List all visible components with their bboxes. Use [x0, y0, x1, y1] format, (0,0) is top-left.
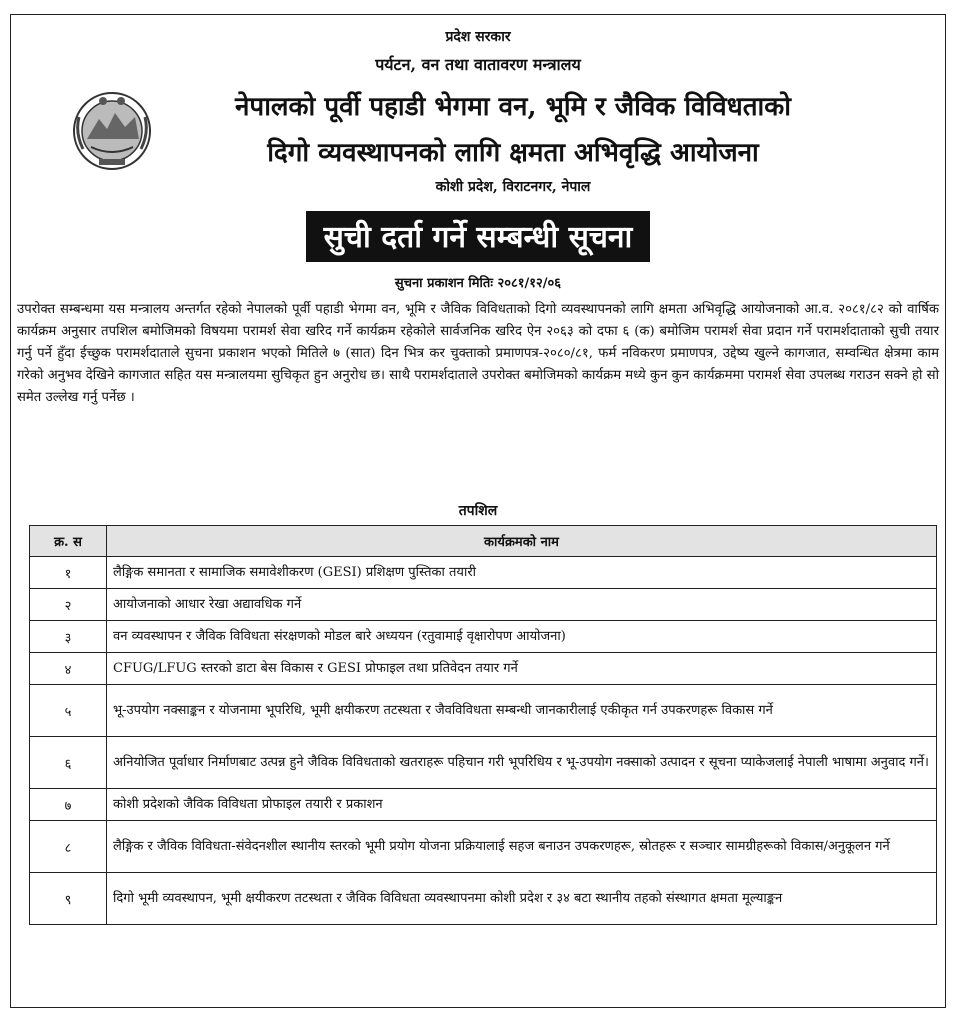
table-row: [30, 621, 937, 653]
notice-page: [10, 14, 946, 1008]
row-sn: ४: [30, 653, 107, 685]
table-row: [30, 685, 937, 737]
row-program-name: CFUG/LFUG स्तरको डाटा बेस विकास र GESI प्रोफाइल तथा प्रतिवेदन तयार गर्ने: [107, 653, 937, 685]
table-row: [30, 589, 937, 621]
publication-date: सुचना प्रकाशन मितिः २०८१/१२/०६: [394, 276, 562, 291]
row-program-name: लैङ्गिक र जैविक विविधता-संवेदनशील स्थानीय स्तरको भूमी प्रयोग योजना प्रक्रियालाई सहज बनाउन उपकरणहरू, स्रोतहरू र सञ्चार सामग्रीहरूको विकास/अनुकूलन गर्ने: [107, 821, 937, 873]
table-header-row: [30, 526, 937, 557]
row-sn: ५: [30, 685, 107, 737]
row-sn: २: [30, 589, 107, 621]
notice-header: [11, 15, 945, 291]
row-program-name: दिगो भूमी व्यवस्थापन, भूमी क्षयीकरण तटस्थता र जैविक विविधता व्यवस्थापनमा कोशी प्रदेश र ३४ बटा स्थानीय तहको संस्थागत क्षमता मूल्याङ्कन: [107, 873, 937, 925]
row-sn: ९: [30, 873, 107, 925]
ministry-line: पर्यटन, वन तथा वातावरण मन्त्रालय: [375, 55, 581, 74]
row-program-name: लैङ्गिक समानता र सामाजिक समावेशीकरण (GESI) प्रशिक्षण पुस्तिका तयारी: [107, 557, 937, 589]
row-program-name: भू-उपयोग नक्साङ्कन र योजनामा भूपरिधि, भूमी क्षयीकरण तटस्थता र जैवविविधता सम्बन्धी जानकारीलाई एकीकृत गर्न उपकरणहरू विकास गर्ने: [107, 685, 937, 737]
table-row: [30, 737, 937, 789]
header-program-name: कार्यक्रमको नाम: [107, 526, 937, 557]
project-title-line2: दिगो व्यवस्थापनको लागि क्षमता अभिवृद्धि आयोजना: [267, 138, 759, 168]
address-line: कोशी प्रदेश, विराटनगर, नेपाल: [435, 179, 591, 195]
row-sn: ८: [30, 821, 107, 873]
row-sn: १: [30, 557, 107, 589]
table-caption: तपशिल: [458, 503, 498, 519]
table-row: [30, 821, 937, 873]
table-row: [30, 653, 937, 685]
project-title-line1: नेपालको पूर्वी पहाडी भेगमा वन, भूमि र जैविक विविधताको: [235, 92, 791, 122]
row-sn: ६: [30, 737, 107, 789]
table-row: [30, 873, 937, 925]
row-program-name: वन व्यवस्थापन र जैविक विविधता संरक्षणको मोडल बारे अध्ययन (रतुवामाई वृक्षारोपण आयोजना): [107, 621, 937, 653]
notice-body-text: उपरोक्त सम्बन्धमा यस मन्त्रालय अन्तर्गत रहेको नेपालको पूर्वी पहाडी भेगमा वन, भूमि र जैविक विविधताको दिगो व्यवस्थापनको लागि क्षमता अभिवृद्धि आयोजनाको आ.व. २०८१/८२ को वार्षिक कार्यक्रम अनुसार तपशिल बमोजिमको विषयमा परामर्श सेवा खरिद गर्ने कार्यक्रम रहेकोले सार्वजनिक खरिद ऐन २०६३ को दफा ६ (क) बमोजिम परामर्श सेवा प्रदान गर्ने परामर्शदाताको सुची तयार गर्नु पर्ने हुँदा ईच्छुक परामर्शदाताले सुचना प्रकाशन भएको मितिले ७ (सात) दिन भित्र कर चुक्ताको प्रमाणपत्र-२०८०/८१, फर्म नविकरण प्रमाणपत्र, उद्देष्य खुल्ने कागजात, सम्वन्धित क्षेत्रमा काम गरेको अनुभव देखिने कागजात सहित यस मन्त्रालयमा सुचिकृत हुन अनुरोध छ। साथै परामर्शदाताले उपरोक्त बमोजिमको कार्यक्रम मध्ये कुन कुन कार्यक्रममा परामर्श सेवा उपलब्ध गराउन सक्ने हो सो समेत उल्लेख गर्नु पर्नेछ ।: [17, 302, 939, 405]
row-sn: ७: [30, 789, 107, 821]
notice-title-wrap: [11, 211, 945, 262]
row-sn: ३: [30, 621, 107, 653]
table-row: [30, 789, 937, 821]
government-line: प्रदेश सरकार: [445, 29, 511, 45]
table-row: [30, 557, 937, 589]
row-program-name: कोशी प्रदेशको जैविक विविधता प्रोफाइल तयारी र प्रकाशन: [107, 789, 937, 821]
row-program-name: आयोजनाको आधार रेखा अद्यावधिक गर्ने: [107, 589, 937, 621]
row-program-name: अनियोजित पूर्वाधार निर्माणबाट उत्पन्न हुने जैविक विविधताको खतराहरू पहिचान गरी भूपरिधिय र भू-उपयोग नक्साको उत्पादन र सूचना प्याकेजलाई नेपाली भाषामा अनुवाद गर्ने।: [107, 737, 937, 789]
header-sn: क्र. स: [30, 526, 107, 557]
program-table: [29, 525, 937, 925]
notice-title: सुची दर्ता गर्ने सम्बन्धी सूचना: [306, 211, 651, 262]
